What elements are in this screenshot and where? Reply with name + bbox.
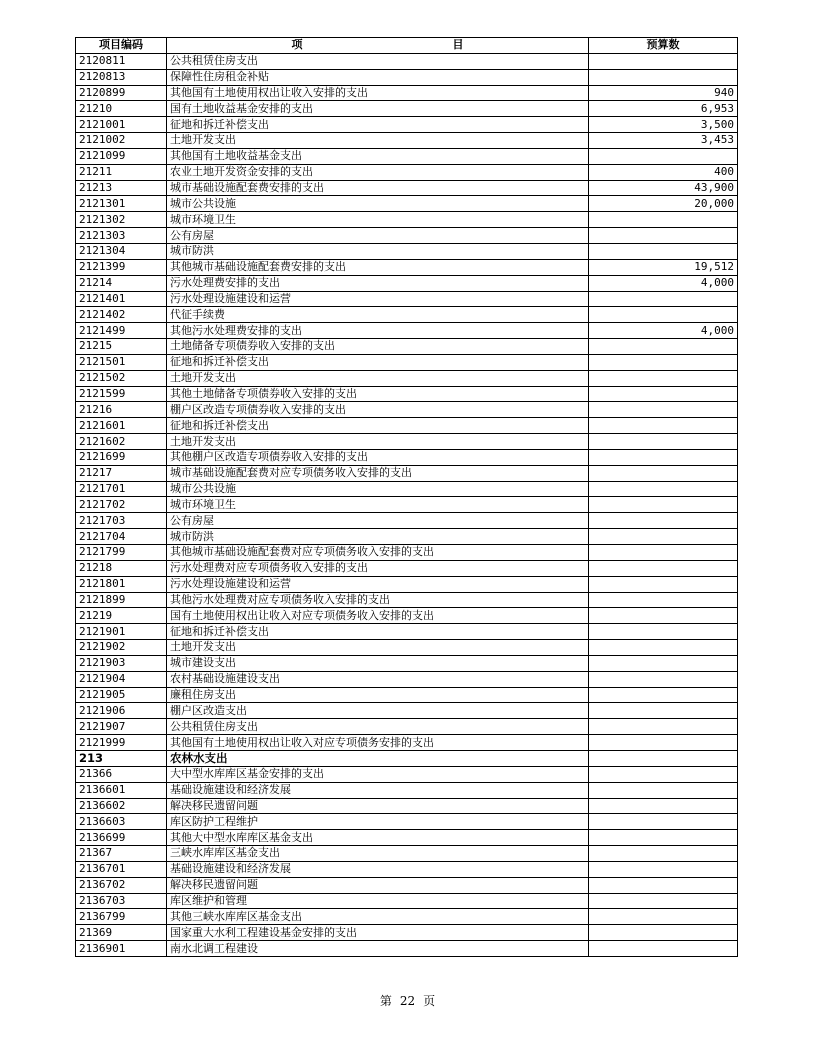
name-cell: 廉租住房支出 <box>167 687 589 703</box>
name-cell: 其他城市基础设施配套费安排的支出 <box>167 259 589 275</box>
page-footer <box>0 992 815 1009</box>
code-cell: 2136703 <box>76 893 167 909</box>
table-row <box>76 687 738 703</box>
name-cell: 农业土地开发资金安排的支出 <box>167 164 589 180</box>
table-row <box>76 212 738 228</box>
table-row <box>76 275 738 291</box>
amount-cell: 3,500 <box>589 117 738 133</box>
table-row <box>76 243 738 259</box>
amount-cell: 43,900 <box>589 180 738 196</box>
amount-cell <box>589 735 738 751</box>
code-cell: 2121703 <box>76 513 167 529</box>
header-amount: 预算数 <box>589 38 738 54</box>
amount-cell <box>589 434 738 450</box>
table-row <box>76 545 738 561</box>
table-row <box>76 846 738 862</box>
amount-cell <box>589 624 738 640</box>
amount-cell <box>589 814 738 830</box>
code-cell: 2121399 <box>76 259 167 275</box>
code-cell: 2121901 <box>76 624 167 640</box>
name-cell: 征地和拆迁补偿支出 <box>167 354 589 370</box>
table-row <box>76 624 738 640</box>
amount-cell <box>589 766 738 782</box>
name-cell: 其他国有土地使用权出让收入安排的支出 <box>167 85 589 101</box>
amount-cell <box>589 925 738 941</box>
code-cell: 2136602 <box>76 798 167 814</box>
amount-cell <box>589 291 738 307</box>
table-row <box>76 339 738 355</box>
header-item-right: 目 <box>452 38 464 52</box>
table-body <box>76 53 738 956</box>
table-row <box>76 465 738 481</box>
table-row <box>76 386 738 402</box>
amount-cell <box>589 370 738 386</box>
amount-cell <box>589 545 738 561</box>
table-row <box>76 750 738 766</box>
amount-cell: 400 <box>589 164 738 180</box>
name-cell: 污水处理费对应专项债务收入安排的支出 <box>167 560 589 576</box>
name-cell: 征地和拆迁补偿支出 <box>167 624 589 640</box>
table-row <box>76 148 738 164</box>
name-cell: 污水处理设施建设和运营 <box>167 576 589 592</box>
name-cell: 保障性住房租金补贴 <box>167 69 589 85</box>
table-row <box>76 893 738 909</box>
code-cell: 21217 <box>76 465 167 481</box>
code-cell: 2121801 <box>76 576 167 592</box>
name-cell: 其他棚户区改造专项债券收入安排的支出 <box>167 449 589 465</box>
code-cell: 2121401 <box>76 291 167 307</box>
table-row <box>76 449 738 465</box>
code-cell: 21366 <box>76 766 167 782</box>
table-header-row <box>76 38 738 54</box>
code-cell: 2121302 <box>76 212 167 228</box>
amount-cell <box>589 798 738 814</box>
header-item <box>167 38 589 54</box>
table-row <box>76 370 738 386</box>
name-cell: 污水处理费安排的支出 <box>167 275 589 291</box>
code-cell: 2121301 <box>76 196 167 212</box>
name-cell: 其他污水处理费安排的支出 <box>167 323 589 339</box>
code-cell: 2121907 <box>76 719 167 735</box>
table-row <box>76 164 738 180</box>
code-cell: 21211 <box>76 164 167 180</box>
table-row <box>76 529 738 545</box>
table-row <box>76 576 738 592</box>
name-cell: 其他城市基础设施配套费对应专项债务收入安排的支出 <box>167 545 589 561</box>
name-cell: 代征手续费 <box>167 307 589 323</box>
table-row <box>76 766 738 782</box>
code-cell: 2136701 <box>76 861 167 877</box>
name-cell: 征地和拆迁补偿支出 <box>167 418 589 434</box>
code-cell: 21216 <box>76 402 167 418</box>
code-cell: 21218 <box>76 560 167 576</box>
name-cell: 其他大中型水库库区基金支出 <box>167 830 589 846</box>
amount-cell <box>589 497 738 513</box>
code-cell: 2121699 <box>76 449 167 465</box>
footer-prefix: 第 <box>379 994 392 1008</box>
table-row <box>76 497 738 513</box>
amount-cell <box>589 877 738 893</box>
amount-cell <box>589 386 738 402</box>
name-cell: 城市防洪 <box>167 529 589 545</box>
amount-cell <box>589 592 738 608</box>
code-cell: 2136799 <box>76 909 167 925</box>
table-row <box>76 434 738 450</box>
amount-cell <box>589 339 738 355</box>
table-row <box>76 671 738 687</box>
code-cell: 2120899 <box>76 85 167 101</box>
table-row <box>76 481 738 497</box>
code-cell: 21219 <box>76 608 167 624</box>
code-cell: 2121701 <box>76 481 167 497</box>
code-cell: 2136699 <box>76 830 167 846</box>
code-cell: 2121599 <box>76 386 167 402</box>
code-cell: 21215 <box>76 339 167 355</box>
amount-cell <box>589 148 738 164</box>
amount-cell <box>589 671 738 687</box>
name-cell: 基础设施建设和经济发展 <box>167 861 589 877</box>
amount-cell <box>589 846 738 862</box>
name-cell: 大中型水库库区基金安排的支出 <box>167 766 589 782</box>
name-cell: 其他国有土地收益基金支出 <box>167 148 589 164</box>
table-row <box>76 513 738 529</box>
table-row <box>76 877 738 893</box>
footer-suffix: 页 <box>423 994 436 1008</box>
amount-cell: 6,953 <box>589 101 738 117</box>
amount-cell <box>589 228 738 244</box>
name-cell: 公有房屋 <box>167 228 589 244</box>
table-row <box>76 560 738 576</box>
code-cell: 2121499 <box>76 323 167 339</box>
code-cell: 2121502 <box>76 370 167 386</box>
code-cell: 2121602 <box>76 434 167 450</box>
table-row <box>76 53 738 69</box>
amount-cell <box>589 655 738 671</box>
amount-cell <box>589 782 738 798</box>
code-cell: 2136603 <box>76 814 167 830</box>
amount-cell <box>589 576 738 592</box>
amount-cell: 19,512 <box>589 259 738 275</box>
code-cell: 2121002 <box>76 133 167 149</box>
table-row <box>76 655 738 671</box>
name-cell: 库区维护和管理 <box>167 893 589 909</box>
name-cell: 库区防护工程维护 <box>167 814 589 830</box>
table-row <box>76 640 738 656</box>
name-cell: 其他国有土地使用权出让收入对应专项债务安排的支出 <box>167 735 589 751</box>
table-row <box>76 830 738 846</box>
name-cell: 公共租赁住房支出 <box>167 719 589 735</box>
table-row <box>76 719 738 735</box>
table-row <box>76 101 738 117</box>
name-cell: 解决移民遗留问题 <box>167 877 589 893</box>
table-row <box>76 291 738 307</box>
amount-cell <box>589 418 738 434</box>
amount-cell <box>589 69 738 85</box>
code-cell: 2121001 <box>76 117 167 133</box>
table-row <box>76 941 738 957</box>
table-row <box>76 703 738 719</box>
name-cell: 土地开发支出 <box>167 370 589 386</box>
name-cell: 城市环境卫生 <box>167 212 589 228</box>
table-row <box>76 909 738 925</box>
amount-cell <box>589 909 738 925</box>
name-cell: 城市基础设施配套费对应专项债务收入安排的支出 <box>167 465 589 481</box>
code-cell: 2121999 <box>76 735 167 751</box>
name-cell: 其他土地储备专项债券收入安排的支出 <box>167 386 589 402</box>
code-cell: 2121704 <box>76 529 167 545</box>
name-cell: 污水处理设施建设和运营 <box>167 291 589 307</box>
name-cell: 棚户区改造专项债券收入安排的支出 <box>167 402 589 418</box>
amount-cell <box>589 465 738 481</box>
name-cell: 基础设施建设和经济发展 <box>167 782 589 798</box>
budget-table <box>75 37 738 957</box>
amount-cell <box>589 53 738 69</box>
table-row <box>76 307 738 323</box>
code-cell: 2121303 <box>76 228 167 244</box>
table-row <box>76 259 738 275</box>
code-cell: 2121402 <box>76 307 167 323</box>
amount-cell <box>589 354 738 370</box>
amount-cell: 3,453 <box>589 133 738 149</box>
name-cell: 城市建设支出 <box>167 655 589 671</box>
code-cell: 213 <box>76 750 167 766</box>
page-number: 22 <box>399 994 416 1008</box>
amount-cell <box>589 481 738 497</box>
amount-cell: 20,000 <box>589 196 738 212</box>
amount-cell: 4,000 <box>589 323 738 339</box>
name-cell: 其他三峡水库库区基金支出 <box>167 909 589 925</box>
code-cell: 2121899 <box>76 592 167 608</box>
code-cell: 21369 <box>76 925 167 941</box>
amount-cell <box>589 719 738 735</box>
name-cell: 农村基础设施建设支出 <box>167 671 589 687</box>
code-cell: 21367 <box>76 846 167 862</box>
table-row <box>76 133 738 149</box>
table-row <box>76 354 738 370</box>
name-cell: 征地和拆迁补偿支出 <box>167 117 589 133</box>
name-cell: 国有土地收益基金安排的支出 <box>167 101 589 117</box>
table-row <box>76 85 738 101</box>
amount-cell: 940 <box>589 85 738 101</box>
table-row <box>76 735 738 751</box>
code-cell: 2121601 <box>76 418 167 434</box>
amount-cell <box>589 513 738 529</box>
code-cell: 2121799 <box>76 545 167 561</box>
amount-cell <box>589 307 738 323</box>
code-cell: 2136901 <box>76 941 167 957</box>
table-row <box>76 180 738 196</box>
amount-cell <box>589 560 738 576</box>
header-item-left: 项 <box>291 38 303 52</box>
name-cell: 土地开发支出 <box>167 133 589 149</box>
code-cell: 21214 <box>76 275 167 291</box>
header-code: 项目编码 <box>76 38 167 54</box>
table-row <box>76 323 738 339</box>
table-row <box>76 592 738 608</box>
amount-cell <box>589 212 738 228</box>
code-cell: 2121902 <box>76 640 167 656</box>
amount-cell <box>589 893 738 909</box>
table-row <box>76 196 738 212</box>
amount-cell <box>589 703 738 719</box>
name-cell: 南水北调工程建设 <box>167 941 589 957</box>
amount-cell <box>589 830 738 846</box>
code-cell: 2121904 <box>76 671 167 687</box>
name-cell: 公共租赁住房支出 <box>167 53 589 69</box>
table-row <box>76 925 738 941</box>
name-cell: 土地开发支出 <box>167 434 589 450</box>
code-cell: 2120811 <box>76 53 167 69</box>
code-cell: 2121905 <box>76 687 167 703</box>
name-cell: 城市公共设施 <box>167 196 589 212</box>
table-row <box>76 69 738 85</box>
amount-cell <box>589 529 738 545</box>
name-cell: 土地储备专项债券收入安排的支出 <box>167 339 589 355</box>
code-cell: 21210 <box>76 101 167 117</box>
table-row <box>76 418 738 434</box>
name-cell: 公有房屋 <box>167 513 589 529</box>
amount-cell <box>589 640 738 656</box>
amount-cell <box>589 750 738 766</box>
code-cell: 2121702 <box>76 497 167 513</box>
code-cell: 2121906 <box>76 703 167 719</box>
amount-cell <box>589 449 738 465</box>
name-cell: 城市公共设施 <box>167 481 589 497</box>
amount-cell: 4,000 <box>589 275 738 291</box>
code-cell: 2121501 <box>76 354 167 370</box>
table-row <box>76 608 738 624</box>
table-row <box>76 117 738 133</box>
code-cell: 2120813 <box>76 69 167 85</box>
amount-cell <box>589 402 738 418</box>
amount-cell <box>589 687 738 703</box>
code-cell: 2136601 <box>76 782 167 798</box>
table-row <box>76 814 738 830</box>
amount-cell <box>589 941 738 957</box>
table-row <box>76 861 738 877</box>
name-cell: 土地开发支出 <box>167 640 589 656</box>
code-cell: 21213 <box>76 180 167 196</box>
name-cell: 解决移民遗留问题 <box>167 798 589 814</box>
name-cell: 棚户区改造支出 <box>167 703 589 719</box>
code-cell: 2121903 <box>76 655 167 671</box>
table-row <box>76 798 738 814</box>
code-cell: 2136702 <box>76 877 167 893</box>
amount-cell <box>589 608 738 624</box>
name-cell: 三峡水库库区基金支出 <box>167 846 589 862</box>
amount-cell <box>589 243 738 259</box>
name-cell: 城市环境卫生 <box>167 497 589 513</box>
name-cell: 其他污水处理费对应专项债务收入安排的支出 <box>167 592 589 608</box>
table-row <box>76 228 738 244</box>
name-cell: 国家重大水利工程建设基金安排的支出 <box>167 925 589 941</box>
name-cell: 城市防洪 <box>167 243 589 259</box>
name-cell: 农林水支出 <box>167 750 589 766</box>
table-row <box>76 402 738 418</box>
name-cell: 城市基础设施配套费安排的支出 <box>167 180 589 196</box>
code-cell: 2121099 <box>76 148 167 164</box>
table-row <box>76 782 738 798</box>
code-cell: 2121304 <box>76 243 167 259</box>
name-cell: 国有土地使用权出让收入对应专项债务收入安排的支出 <box>167 608 589 624</box>
amount-cell <box>589 861 738 877</box>
